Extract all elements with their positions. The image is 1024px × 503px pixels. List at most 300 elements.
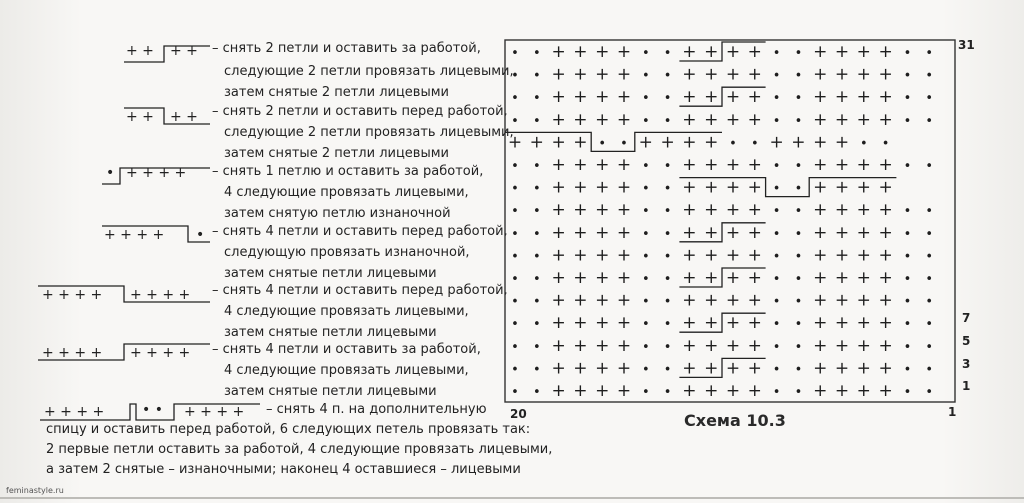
knit-stitch: + — [747, 290, 762, 311]
knit-stitch: + — [747, 200, 762, 221]
purl-stitch: • — [663, 181, 672, 197]
purl-stitch: • — [663, 294, 672, 310]
purl-stitch: • — [925, 272, 934, 287]
svg-text:+ + + +: + + + + — [184, 404, 245, 420]
knit-stitch: + — [595, 87, 610, 108]
purl-stitch: • — [532, 181, 541, 197]
purl-stitch: • — [903, 113, 912, 129]
knit-stitch: + — [878, 42, 893, 62]
knit-stitch: + — [813, 155, 828, 175]
knit-stitch: + — [616, 381, 632, 401]
knit-stitch: + — [595, 222, 610, 243]
purl-stitch: • — [532, 272, 541, 287]
purl-stitch: • — [620, 136, 628, 152]
knit-stitch: + — [813, 87, 828, 108]
purl-stitch: • — [903, 226, 912, 242]
knit-stitch: + — [704, 64, 719, 85]
purl-stitch: • — [663, 159, 672, 174]
knit-stitch: + — [704, 358, 719, 379]
knit-stitch: + — [813, 132, 828, 153]
knit-stitch: + — [551, 335, 566, 356]
purl-stitch: • — [511, 181, 519, 197]
svg-text:+ +: + + — [126, 109, 154, 125]
knit-stitch: + — [682, 358, 697, 379]
purl-stitch: • — [532, 339, 541, 355]
legend-6-line-1: – снять 4 петли и оставить за работой, — [212, 342, 481, 357]
purl-stitch: • — [750, 136, 759, 152]
knit-stitch: + — [878, 358, 893, 379]
purl-stitch: • — [663, 339, 672, 355]
knit-stitch: + — [725, 155, 741, 175]
knit-stitch: + — [704, 109, 719, 130]
purl-stitch: • — [511, 385, 519, 400]
legend-1-line-3: затем снятые 2 петли лицевыми — [224, 85, 449, 100]
knit-stitch: + — [747, 177, 762, 198]
purl-stitch: • — [925, 385, 934, 400]
knit-stitch: + — [616, 64, 632, 85]
purl-stitch: • — [511, 272, 519, 287]
knit-stitch: + — [878, 245, 893, 266]
knit-stitch: + — [725, 87, 741, 108]
purl-stitch: • — [511, 113, 519, 129]
knit-stitch: + — [595, 313, 610, 334]
knit-stitch: + — [747, 358, 762, 379]
purl-stitch: • — [641, 113, 650, 129]
knit-stitch: + — [834, 64, 850, 85]
knit-stitch: + — [834, 313, 850, 334]
knit-stitch: + — [878, 268, 893, 288]
purl-stitch: • — [903, 46, 912, 61]
knit-stitch: + — [616, 335, 632, 356]
purl-stitch: • — [641, 294, 650, 310]
purl-stitch: • — [511, 339, 519, 355]
knit-stitch: + — [834, 177, 850, 198]
purl-stitch: • — [903, 159, 912, 174]
purl-stitch: • — [794, 159, 803, 174]
svg-text:+ + + +: + + + + — [44, 404, 105, 420]
knit-stitch: + — [856, 42, 871, 62]
purl-stitch: • — [794, 385, 803, 400]
purl-stitch: • — [663, 113, 672, 129]
knit-stitch: + — [551, 87, 566, 108]
purl-stitch: • — [925, 317, 934, 333]
knit-stitch: + — [856, 87, 871, 108]
purl-stitch: • — [794, 294, 803, 310]
knit-stitch: + — [551, 155, 566, 175]
knit-stitch: + — [616, 245, 632, 266]
knit-stitch: + — [791, 132, 806, 153]
knit-stitch: + — [682, 132, 697, 153]
legend-2-line-2: следующие 2 петли провязать лицевыми, — [224, 125, 514, 140]
purl-stitch: • — [794, 46, 803, 61]
knit-stitch: + — [573, 268, 588, 288]
purl-stitch: • — [794, 339, 803, 355]
knit-stitch: + — [856, 335, 871, 356]
purl-stitch: • — [532, 362, 541, 378]
purl-stitch: • — [511, 68, 519, 84]
knit-stitch: + — [638, 132, 653, 153]
knit-stitch: + — [682, 109, 697, 130]
purl-stitch: • — [903, 91, 912, 107]
knit-stitch: + — [834, 87, 850, 108]
purl-stitch: • — [532, 226, 541, 242]
knit-stitch: + — [878, 155, 893, 175]
purl-stitch: • — [772, 339, 781, 355]
purl-stitch: • — [511, 226, 519, 242]
knit-stitch: + — [834, 42, 850, 62]
page-bottom-rule — [0, 497, 1024, 499]
purl-stitch: • — [925, 46, 934, 61]
knit-stitch: + — [834, 268, 850, 288]
knit-stitch: + — [551, 358, 566, 379]
svg-text:•: • — [196, 227, 205, 243]
knit-stitch: + — [813, 64, 828, 85]
knit-stitch: + — [616, 109, 632, 130]
purl-stitch: • — [772, 317, 781, 333]
knit-stitch: + — [856, 290, 871, 311]
knit-stitch: + — [682, 87, 697, 108]
knit-stitch: + — [725, 290, 741, 311]
purl-stitch: • — [641, 272, 650, 287]
knit-stitch: + — [725, 358, 741, 379]
knit-stitch: + — [704, 177, 719, 198]
knit-stitch: + — [834, 132, 850, 153]
knit-stitch: + — [769, 132, 784, 153]
purl-stitch: • — [772, 91, 781, 107]
knit-stitch: + — [595, 200, 610, 221]
purl-stitch: • — [641, 181, 650, 197]
purl-stitch: • — [772, 181, 781, 197]
purl-stitch: • — [925, 362, 934, 378]
knit-stitch: + — [725, 200, 741, 221]
knit-stitch: + — [573, 290, 588, 311]
knit-stitch: + — [682, 335, 697, 356]
purl-stitch: • — [641, 362, 650, 378]
knit-stitch: + — [747, 245, 762, 266]
knit-stitch: + — [704, 155, 719, 175]
purl-stitch: • — [903, 317, 912, 333]
knit-stitch: + — [813, 245, 828, 266]
knit-stitch: + — [834, 109, 850, 130]
knit-stitch: + — [595, 358, 610, 379]
knit-stitch: + — [660, 132, 675, 153]
knit-stitch: + — [878, 177, 893, 198]
legend-5-line-3: затем снятые петли лицевыми — [224, 325, 437, 340]
knit-stitch: + — [573, 200, 588, 221]
knit-stitch: + — [813, 381, 828, 401]
purl-stitch: • — [925, 204, 934, 220]
legend-4-line-2: следующую провязать изнаночной, — [224, 245, 470, 260]
purl-stitch: • — [641, 226, 650, 242]
knit-stitch: + — [616, 313, 632, 334]
svg-text:+ + + +: + + + + — [130, 345, 191, 361]
legend-3-line-3: затем снятую петлю изнаночной — [224, 206, 451, 221]
purl-stitch: • — [925, 339, 934, 355]
purl-stitch: • — [532, 294, 541, 310]
purl-stitch: • — [794, 68, 803, 84]
knit-stitch: + — [834, 200, 850, 221]
knit-stitch: + — [834, 222, 850, 243]
stitch-label-1: 1 — [948, 405, 957, 419]
legend-2-line-3: затем снятые 2 петли лицевыми — [224, 146, 449, 161]
purl-stitch: • — [925, 159, 934, 174]
purl-stitch: • — [772, 68, 781, 84]
purl-stitch: • — [925, 68, 934, 84]
purl-stitch: • — [511, 204, 519, 220]
knit-stitch: + — [725, 381, 741, 401]
knit-stitch: + — [551, 42, 566, 62]
knit-stitch: + — [704, 381, 719, 401]
purl-stitch: • — [903, 272, 912, 287]
knit-stitch: + — [616, 42, 632, 62]
knit-stitch: + — [682, 245, 697, 266]
knit-stitch: + — [595, 155, 610, 175]
purl-stitch: • — [772, 249, 781, 265]
purl-stitch: • — [511, 294, 519, 310]
knit-stitch: + — [507, 132, 523, 153]
knit-stitch: + — [551, 109, 566, 130]
knit-stitch: + — [747, 335, 762, 356]
purl-stitch: • — [511, 159, 519, 174]
purl-stitch: • — [772, 159, 781, 174]
row-label-31: 31 — [958, 38, 975, 52]
svg-text:+ + + +: + + + + — [126, 165, 187, 181]
knit-stitch: + — [813, 200, 828, 221]
purl-stitch: • — [772, 385, 781, 400]
knit-stitch: + — [704, 132, 719, 153]
knit-stitch: + — [616, 290, 632, 311]
knit-stitch: + — [616, 177, 632, 198]
purl-stitch: • — [903, 362, 912, 378]
legend-1-line-2: следующие 2 петли провязать лицевыми, — [224, 64, 514, 79]
knit-stitch: + — [573, 313, 588, 334]
legend-3-line-1: – снять 1 петлю и оставить за работой, — [212, 164, 484, 179]
knit-stitch: + — [551, 222, 566, 243]
svg-text:• •: • • — [142, 402, 163, 418]
purl-stitch: • — [641, 249, 650, 265]
knit-stitch: + — [573, 132, 588, 153]
purl-stitch: • — [663, 68, 672, 84]
knit-stitch: + — [682, 42, 697, 62]
knit-stitch: + — [813, 290, 828, 311]
purl-stitch: • — [772, 113, 781, 129]
knit-stitch: + — [725, 177, 741, 198]
knit-stitch: + — [747, 268, 762, 288]
knit-stitch: + — [834, 290, 850, 311]
knit-stitch: + — [616, 155, 632, 175]
purl-stitch: • — [663, 385, 672, 400]
knit-stitch: + — [813, 109, 828, 130]
legend-5-line-1: – снять 4 петли и оставить перед работой, — [212, 283, 508, 298]
knit-stitch: + — [573, 155, 588, 175]
purl-stitch: • — [532, 204, 541, 220]
purl-stitch: • — [532, 113, 541, 129]
purl-stitch: • — [903, 294, 912, 310]
knit-stitch: + — [573, 109, 588, 130]
knit-stitch: + — [725, 268, 741, 288]
purl-stitch: • — [903, 339, 912, 355]
knit-stitch: + — [595, 64, 610, 85]
knit-stitch: + — [725, 313, 741, 334]
knit-stitch: + — [616, 358, 632, 379]
knit-stitch: + — [856, 155, 871, 175]
svg-text:+ +: + + — [126, 43, 154, 59]
knit-stitch: + — [856, 245, 871, 266]
purl-stitch: • — [903, 385, 912, 400]
purl-stitch: • — [663, 317, 672, 333]
legend-4-line-3: затем снятые петли лицевыми — [224, 266, 437, 281]
knit-stitch: + — [616, 222, 632, 243]
knit-stitch: + — [682, 268, 697, 288]
purl-stitch: • — [641, 317, 650, 333]
purl-stitch: • — [794, 362, 803, 378]
knit-stitch: + — [856, 109, 871, 130]
knit-stitch: + — [704, 222, 719, 243]
knit-stitch: + — [595, 290, 610, 311]
purl-stitch: • — [925, 294, 934, 310]
purl-stitch: • — [663, 46, 672, 61]
purl-stitch: • — [663, 204, 672, 220]
long-entry-line-2: спицу и оставить перед работой, 6 следующих петель провязать так: — [46, 422, 531, 437]
purl-stitch: • — [794, 317, 803, 333]
knit-stitch: + — [747, 155, 762, 175]
knit-stitch: + — [573, 245, 588, 266]
knit-stitch: + — [747, 87, 762, 108]
knit-stitch: + — [573, 87, 588, 108]
stitch-label-20: 20 — [510, 407, 527, 421]
knit-stitch: + — [878, 335, 893, 356]
purl-stitch: • — [532, 385, 541, 400]
purl-stitch: • — [641, 339, 650, 355]
knit-stitch: + — [834, 335, 850, 356]
knit-stitch: + — [595, 245, 610, 266]
knit-stitch: + — [747, 381, 762, 401]
knit-stitch: + — [704, 268, 719, 288]
knit-stitch: + — [573, 177, 588, 198]
purl-stitch: • — [772, 204, 781, 220]
knit-stitch: + — [878, 109, 893, 130]
knit-stitch: + — [747, 42, 762, 62]
knit-stitch: + — [813, 358, 828, 379]
purl-stitch: • — [772, 272, 781, 287]
purl-stitch: • — [794, 91, 803, 107]
knit-stitch: + — [682, 64, 697, 85]
knit-stitch: + — [551, 64, 566, 85]
long-entry-line-3: 2 первые петли оставить за работой, 4 следующие провязать лицевыми, — [46, 442, 553, 457]
purl-stitch: • — [925, 249, 934, 265]
svg-text:•: • — [106, 165, 115, 181]
legend-3-line-2: 4 следующие провязать лицевыми, — [224, 185, 469, 200]
knit-stitch: + — [551, 268, 566, 288]
knit-stitch: + — [551, 245, 566, 266]
svg-text:+ + + +: + + + + — [42, 345, 103, 361]
purl-stitch: • — [663, 362, 672, 378]
knit-stitch: + — [813, 222, 828, 243]
knit-stitch: + — [834, 381, 850, 401]
purl-stitch: • — [794, 113, 803, 129]
knit-stitch: + — [573, 381, 588, 401]
knit-stitch: + — [813, 42, 828, 62]
knit-stitch: + — [551, 381, 566, 401]
row-label-5: 5 — [962, 334, 971, 348]
knit-stitch: + — [704, 87, 719, 108]
knit-stitch: + — [856, 313, 871, 334]
purl-stitch: • — [794, 181, 803, 197]
row-label-3: 3 — [962, 357, 971, 371]
knit-stitch: + — [856, 64, 871, 85]
knit-stitch: + — [856, 200, 871, 221]
knit-stitch: + — [682, 222, 697, 243]
purl-stitch: • — [641, 46, 650, 61]
purl-stitch: • — [511, 317, 519, 333]
legend-1-line-1: – снять 2 петли и оставить за работой, — [212, 41, 481, 56]
knit-stitch: + — [573, 222, 588, 243]
purl-stitch: • — [772, 46, 781, 61]
purl-stitch: • — [511, 91, 519, 107]
knit-stitch: + — [747, 222, 762, 243]
purl-stitch: • — [925, 113, 934, 129]
knit-stitch: + — [747, 64, 762, 85]
knit-stitch: + — [725, 42, 741, 62]
knit-stitch: + — [878, 381, 893, 401]
knit-stitch: + — [856, 268, 871, 288]
knit-stitch: + — [856, 381, 871, 401]
knit-stitch: + — [834, 245, 850, 266]
knit-stitch: + — [682, 200, 697, 221]
knit-stitch: + — [682, 155, 697, 175]
knit-stitch: + — [725, 335, 741, 356]
svg-text:+ +: + + — [170, 43, 198, 59]
purl-stitch: • — [772, 294, 781, 310]
purl-stitch: • — [663, 226, 672, 242]
knit-stitch: + — [595, 335, 610, 356]
knit-stitch: + — [878, 64, 893, 85]
purl-stitch: • — [881, 136, 890, 152]
knit-stitch: + — [878, 87, 893, 108]
knit-stitch: + — [725, 109, 741, 130]
knit-stitch: + — [573, 335, 588, 356]
purl-stitch: • — [532, 46, 541, 61]
scheme-caption: Схема 10.3 — [684, 411, 786, 430]
purl-stitch: • — [925, 91, 934, 107]
knit-stitch: + — [616, 268, 632, 288]
knit-stitch: + — [595, 109, 610, 130]
svg-text:+ +: + + — [170, 109, 198, 125]
knit-stitch: + — [725, 222, 741, 243]
knit-stitch: + — [551, 132, 566, 153]
purl-stitch: • — [641, 385, 650, 400]
purl-stitch: • — [532, 68, 541, 84]
legend-2-line-1: – снять 2 петли и оставить перед работой, — [212, 104, 508, 119]
knit-stitch: + — [682, 290, 697, 311]
knit-stitch: + — [856, 358, 871, 379]
knit-stitch: + — [725, 64, 741, 85]
knit-stitch: + — [682, 177, 697, 198]
purl-stitch: • — [772, 226, 781, 242]
knit-stitch: + — [747, 109, 762, 130]
knit-stitch: + — [878, 200, 893, 221]
purl-stitch: • — [641, 159, 650, 174]
purl-stitch: • — [903, 68, 912, 84]
knit-stitch: + — [878, 222, 893, 243]
purl-stitch: • — [641, 204, 650, 220]
knit-stitch: + — [682, 381, 697, 401]
purl-stitch: • — [903, 204, 912, 220]
purl-stitch: • — [532, 159, 541, 174]
purl-stitch: • — [641, 68, 650, 84]
knit-stitch: + — [704, 245, 719, 266]
knit-stitch: + — [551, 177, 566, 198]
